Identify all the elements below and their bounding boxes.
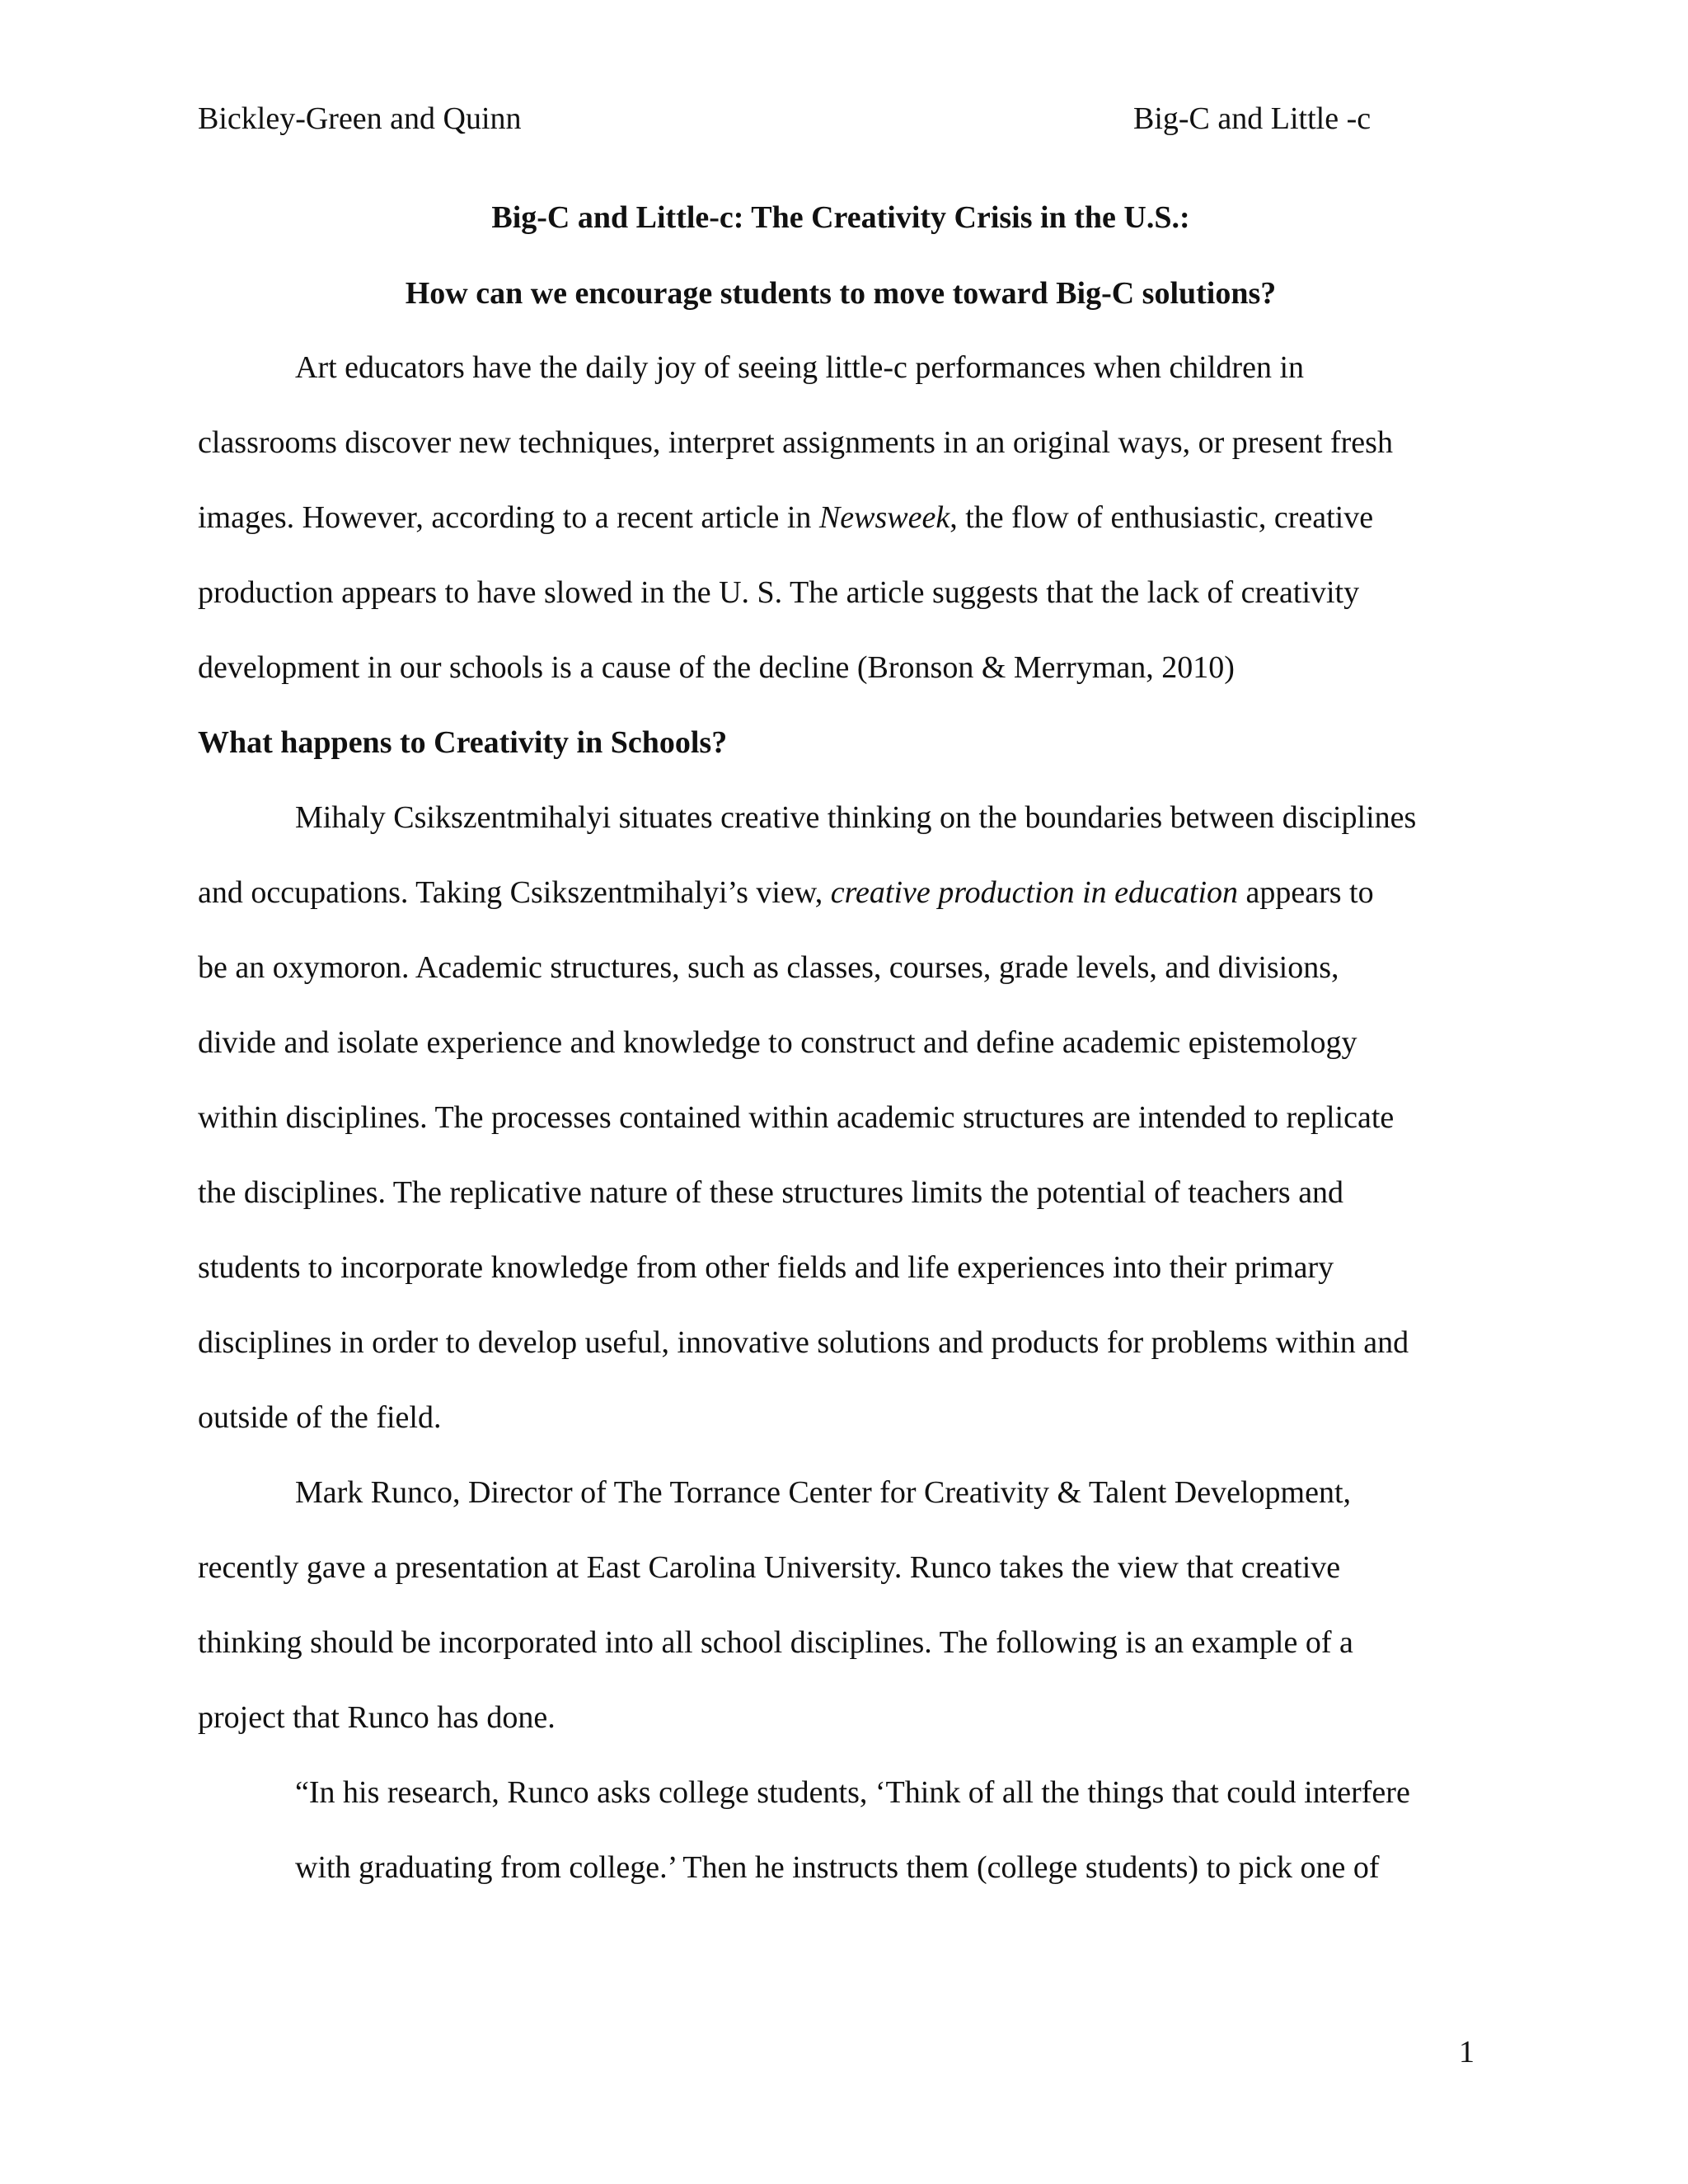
paragraph-2-line: disciplines in order to develop useful, innovative solutions and products for problems within and [198, 1325, 1409, 1360]
paragraph-2-line: Mihaly Csikszentmihalyi situates creative thinking on the boundaries between disciplines [295, 800, 1417, 835]
publication-name: Newsweek [818, 500, 950, 535]
paragraph-2-line [198, 873, 1374, 912]
text-run: and occupations. Taking Csikszentmihalyi’s view, [198, 875, 831, 910]
running-header-short-title: Big-C and Little -c [1133, 101, 1372, 136]
text-run: , the flow of enthusiastic, creative [950, 500, 1374, 535]
paragraph-3-line: project that Runco has done. [198, 1700, 556, 1735]
paragraph-3-line: recently gave a presentation at East Carolina University. Runco takes the view that creative [198, 1550, 1341, 1585]
paragraph-2-line: outside of the field. [198, 1400, 442, 1435]
paragraph-1-line: classrooms discover new techniques, interpret assignments in an original ways, or present fresh [198, 425, 1393, 460]
paragraph-1-line: production appears to have slowed in the U. S. The article suggests that the lack of creativity [198, 575, 1360, 610]
text-run: images. However, according to a recent article in [198, 500, 819, 535]
paragraph-3-line: thinking should be incorporated into all school disciplines. The following is an example of a [198, 1625, 1353, 1660]
text-run: appears to [1238, 875, 1374, 910]
emphasized-phrase: creative production in education [830, 875, 1239, 910]
page-number: 1 [1459, 2035, 1475, 2069]
paragraph-2-line: divide and isolate experience and knowledge to construct and define academic epistemology [198, 1025, 1357, 1060]
paragraph-1-line: Art educators have the daily joy of seeing little-c performances when children in [295, 350, 1304, 385]
block-quote-line: with graduating from college.’ Then he instructs them (college students) to pick one of [295, 1850, 1380, 1885]
section-heading: What happens to Creativity in Schools? [198, 725, 728, 760]
running-header-authors: Bickley-Green and Quinn [198, 101, 522, 136]
paragraph-1-line [198, 498, 1373, 537]
paragraph-2-line: the disciplines. The replicative nature of these structures limits the potential of teachers and [198, 1175, 1344, 1210]
paragraph-1-line: development in our schools is a cause of the decline (Bronson & Merryman, 2010) [198, 650, 1235, 685]
paragraph-2-line: students to incorporate knowledge from other fields and life experiences into their primary [198, 1250, 1334, 1285]
block-quote-line: “In his research, Runco asks college students, ‘Think of all the things that could interfere [295, 1775, 1410, 1810]
document-subtitle: How can we encourage students to move toward Big-C solutions? [405, 276, 1277, 311]
document-title: Big-C and Little-c: The Creativity Crisis in the U.S.: [491, 200, 1190, 235]
paragraph-2-line: be an oxymoron. Academic structures, such as classes, courses, grade levels, and divisions, [198, 950, 1339, 985]
paragraph-3-line: Mark Runco, Director of The Torrance Center for Creativity & Talent Development, [295, 1475, 1351, 1510]
paragraph-2-line: within disciplines. The processes contained within academic structures are intended to replicate [198, 1100, 1395, 1135]
